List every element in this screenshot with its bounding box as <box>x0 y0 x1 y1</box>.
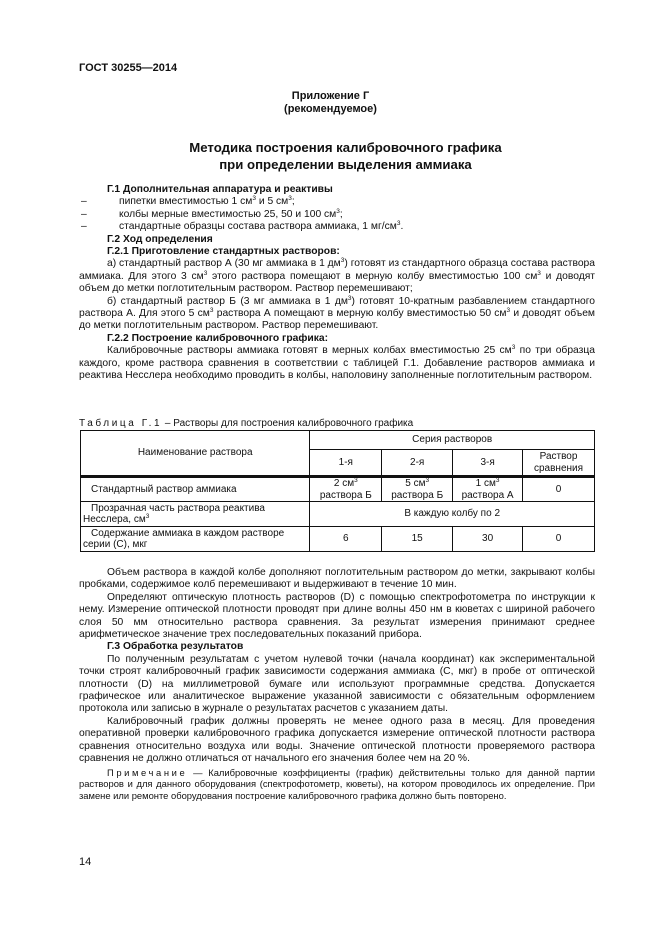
section-heading-g22: Г.2.2 Построение калибровочного графика: <box>107 332 329 344</box>
header-solution-name: Наименование раствора <box>81 431 310 477</box>
list-text: ; <box>291 196 295 208</box>
text: ) готовят из стандартного образца состава раствора аммиака. Для этого 3 см <box>79 258 596 282</box>
row-name: Стандартный раствор аммиака <box>81 477 310 502</box>
list-text: стандартные образцы состава раствора аммиака, 1 мг/см <box>119 221 397 233</box>
list-text: . <box>400 221 404 233</box>
solutions-table <box>80 430 595 552</box>
section-heading-g2: Г.2 Ход определения <box>107 233 213 245</box>
text: Калибровочные растворы аммиака готовят в мерных колбах вместимостью 25 см <box>107 345 512 357</box>
table-cell <box>310 477 382 502</box>
paragraph: Калибровочный график должны проверять не менее одного раза в месяц. Для проведения оперативной проверки калибровочного графика допускается измерение оптической плотности раствора сравнения относительно воздуха или воды. Значение оптической плотности проверяемого раствора сравнения не должно отличаться от начального его значения более чем на 20 %. <box>79 715 595 765</box>
paragraph: Объем раствора в каждой колбе дополняют поглотительным раствором до метки, закрывают колбы пробками, содержимое колб перемешивают и выдерживают в течение 10 мин. <box>79 567 595 591</box>
superscript: 3 <box>340 257 345 265</box>
table-cell: 15 <box>382 527 453 552</box>
table-caption-label: Таблица Г.1 <box>79 418 163 429</box>
document-title-line2: при определении выделения аммиака <box>219 157 472 172</box>
header-col-2: 2-я <box>382 450 453 477</box>
list-text: колбы мерные вместимостью 25, 50 и 100 см <box>119 208 337 220</box>
list-item <box>79 221 595 233</box>
table-cell: 6 <box>310 527 382 552</box>
cell-value: раствора А <box>461 489 514 501</box>
appendix-title: Приложение Г <box>291 90 370 102</box>
list-dash: – <box>81 208 87 220</box>
superscript: 3 <box>425 477 430 484</box>
header-col-1: 1-я <box>310 450 382 477</box>
table-cell <box>453 477 523 502</box>
cell-value: Прозрачная часть раствора реактива Несслера, см <box>83 502 265 525</box>
header-col-reference: Раствор сравнения <box>523 450 595 477</box>
list-text: ; <box>339 208 343 220</box>
paragraph-calibration <box>79 345 595 382</box>
paragraph: Определяют оптическую плотность растворов (D) с помощью спектрофотометра по инструкции к нему. Измерение оптической плотности проводят при длине волны 450 нм в кюветах с шириной рабочего слоя 50 мм относительно раствора сравнения. За результат измерения принимают среднее арифметическое значение трех последовательных показаний прибора. <box>79 591 595 641</box>
header-col-3: 3-я <box>453 450 523 477</box>
paragraph-solution-b <box>79 296 595 333</box>
table-caption-text: – Растворы для построения калибровочного графика <box>162 418 414 429</box>
table-cell: 0 <box>523 477 595 502</box>
appendix-status: (рекомендуемое) <box>284 103 377 115</box>
superscript: 3 <box>203 269 208 277</box>
text: б) стандартный раствор Б (3 мг аммиака в 1 дм <box>107 295 348 307</box>
list-text: и 5 см <box>255 196 289 208</box>
superscript: 3 <box>209 307 214 315</box>
superscript: 3 <box>145 513 150 520</box>
superscript: 3 <box>396 220 401 228</box>
text: и доводят объем до метки поглотительным раствором. Раствор перемешивают; <box>79 270 595 295</box>
paragraph-solution-a <box>79 258 595 295</box>
section-heading-g1: Г.1 Дополнительная аппаратура и реактивы <box>107 184 333 195</box>
row-name <box>81 502 310 527</box>
table-row <box>81 477 595 502</box>
table-cell: 0 <box>523 527 595 552</box>
text: и доводят объем до метки поглотительным раствором. Раствор перемешивают. <box>79 308 595 332</box>
table-cell: 30 <box>453 527 523 552</box>
table-header-row <box>81 431 595 450</box>
note-label: Примечание <box>107 766 188 778</box>
text: по три образца каждого, кроме раствора сравнения в соответствии с таблицей Г.1. Добавление растворов аммиака и реактива Несслера необходимо проводить в колбы, наполовину заполненные поглотительным раствором. <box>79 345 595 382</box>
note <box>79 767 595 802</box>
cell-value: 1 см <box>475 478 496 489</box>
text: раствора А помещают в мерную колбу вместимостью 50 см <box>213 308 507 320</box>
cell-value: 5 см <box>405 478 426 489</box>
section-g1-g2 <box>79 184 595 383</box>
table-row <box>81 527 595 552</box>
standard-header: ГОСТ 30255—2014 <box>79 62 178 74</box>
superscript: 3 <box>537 269 541 277</box>
paragraph: По полученным результатам с учетом нулевой точки (начала координат) как экспериментальной точки строят калибровочный график зависимости содержания аммиака (С, мкг) в пробе от оптической плотности (D) на миллиметровой бумаге или используют программные средства. Допускается графическое или аналитическое выражение указанной зависимости с обязательным оформлением протокола или записью в журнале о результатах расчетов с указанием даты. <box>79 653 595 715</box>
table-cell <box>382 477 453 502</box>
text: а) стандартный раствор А (30 мг аммиака в 1 дм <box>107 258 341 270</box>
table-row <box>81 502 595 527</box>
section-heading-g21: Г.2.1 Приготовление стандартных растворов: <box>107 246 340 258</box>
cell-value: Содержание аммиака в каждом растворе серии (С), мкг <box>83 527 285 550</box>
table-caption <box>79 418 413 429</box>
superscript: 3 <box>495 477 500 484</box>
row-name <box>81 527 310 552</box>
page-number: 14 <box>79 856 92 868</box>
superscript: 3 <box>511 344 516 352</box>
cell-value: раствора Б <box>391 489 444 501</box>
list-item <box>79 209 595 221</box>
superscript: 3 <box>288 195 292 203</box>
superscript: 3 <box>506 307 511 315</box>
section-g3 <box>79 567 595 801</box>
superscript: 3 <box>354 477 358 484</box>
section-heading-g3: Г.3 Обработка результатов <box>107 641 244 653</box>
list-text: пипетки вместимостью 1 см <box>119 196 253 208</box>
text: этого раствора помещают в мерную колбу вместимостью 100 см <box>207 270 538 282</box>
superscript: 3 <box>347 294 352 302</box>
list-dash: – <box>81 196 87 208</box>
superscript: 3 <box>336 207 340 215</box>
superscript: 3 <box>252 195 256 203</box>
cell-value: 2 см <box>333 478 355 489</box>
list-dash: – <box>81 221 87 233</box>
document-title-line1: Методика построения калибровочного графика <box>189 140 502 155</box>
note-text: — Калибровочные коэффициенты (график) действительны только для данной партии растворов и для данного оборудования (спектрофотометр, кюветы), на котором проводилось их определение. При замене или ремонте оборудования построение калибровочного графика должно быть повторено. <box>79 766 595 801</box>
cell-value: раствора Б <box>319 489 372 501</box>
header-series-group: Серия растворов <box>310 431 595 450</box>
text: ) готовят 10-кратным разбавлением стандартного раствора А. Для этого 5 см <box>79 295 595 320</box>
table-cell-merged: В каждую колбу по 2 <box>310 502 595 527</box>
